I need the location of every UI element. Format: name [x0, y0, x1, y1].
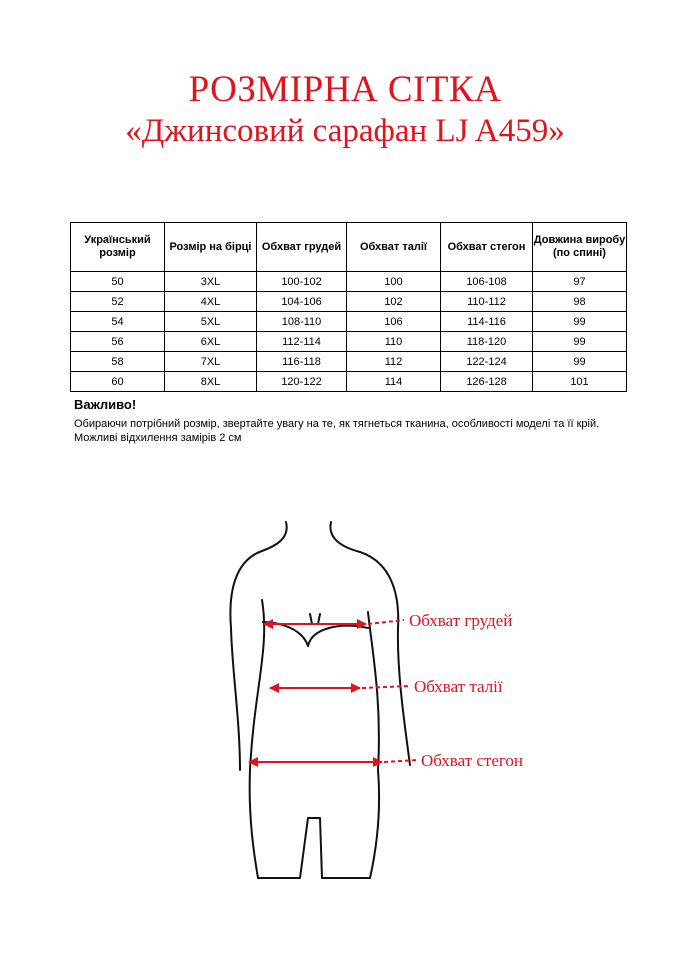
- header-chest: Обхват грудей: [257, 223, 347, 272]
- table-cell: 99: [533, 332, 627, 352]
- chest-label: Обхват грудей: [409, 611, 513, 630]
- table-cell: 126-128: [441, 372, 533, 392]
- table-cell: 100-102: [257, 272, 347, 292]
- table-cell: 97: [533, 272, 627, 292]
- table-cell: 101: [533, 372, 627, 392]
- table-cell: 106: [347, 312, 441, 332]
- table-cell: 56: [71, 332, 165, 352]
- header-hips: Обхват стегон: [441, 223, 533, 272]
- table-cell: 104-106: [257, 292, 347, 312]
- table-cell: 7XL: [165, 352, 257, 372]
- hips-label: Обхват стегон: [421, 751, 524, 770]
- table-cell: 99: [533, 312, 627, 332]
- table-cell: 99: [533, 352, 627, 372]
- table-cell: 102: [347, 292, 441, 312]
- table-cell: 58: [71, 352, 165, 372]
- body-silhouette: [230, 522, 410, 878]
- measurement-markers: [249, 620, 418, 762]
- header-ua-size: Український розмір: [71, 223, 165, 272]
- table-cell: 114-116: [441, 312, 533, 332]
- table-cell: 3XL: [165, 272, 257, 292]
- table-cell: 6XL: [165, 332, 257, 352]
- product-title: «Джинсовий сарафан LJ A459»: [125, 113, 565, 149]
- table-cell: 4XL: [165, 292, 257, 312]
- table-cell: 106-108: [441, 272, 533, 292]
- table-cell: 110-112: [441, 292, 533, 312]
- table-cell: 112-114: [257, 332, 347, 352]
- table-cell: 114: [347, 372, 441, 392]
- table-cell: 112: [347, 352, 441, 372]
- table-cell: 100: [347, 272, 441, 292]
- table-cell: 60: [71, 372, 165, 392]
- header-waist: Обхват талії: [347, 223, 441, 272]
- table-cell: 118-120: [441, 332, 533, 352]
- table-cell: 116-118: [257, 352, 347, 372]
- page-title: РОЗМІРНА СІТКА: [188, 69, 502, 110]
- table-cell: 8XL: [165, 372, 257, 392]
- hips-leader: [384, 760, 418, 762]
- table-cell: 5XL: [165, 312, 257, 332]
- header-label-size: Розмір на бірці: [165, 223, 257, 272]
- table-cell: 98: [533, 292, 627, 312]
- waist-label: Обхват талії: [414, 677, 503, 696]
- table-cell: 110: [347, 332, 441, 352]
- note-title: Важливо!: [74, 397, 137, 412]
- table-cell: 108-110: [257, 312, 347, 332]
- table-cell: 120-122: [257, 372, 347, 392]
- table-cell: 50: [71, 272, 165, 292]
- note-text: Обираючи потрібний розмір, звертайте увагу на те, як тягнеться тканина, особливості моделі та її крій. Можливі відхилення замірів 2 см: [74, 418, 600, 444]
- table-cell: 52: [71, 292, 165, 312]
- header-length: Довжина виробу (по спині): [533, 223, 627, 272]
- table-cell: 122-124: [441, 352, 533, 372]
- table-cell: 54: [71, 312, 165, 332]
- waist-leader: [362, 686, 410, 688]
